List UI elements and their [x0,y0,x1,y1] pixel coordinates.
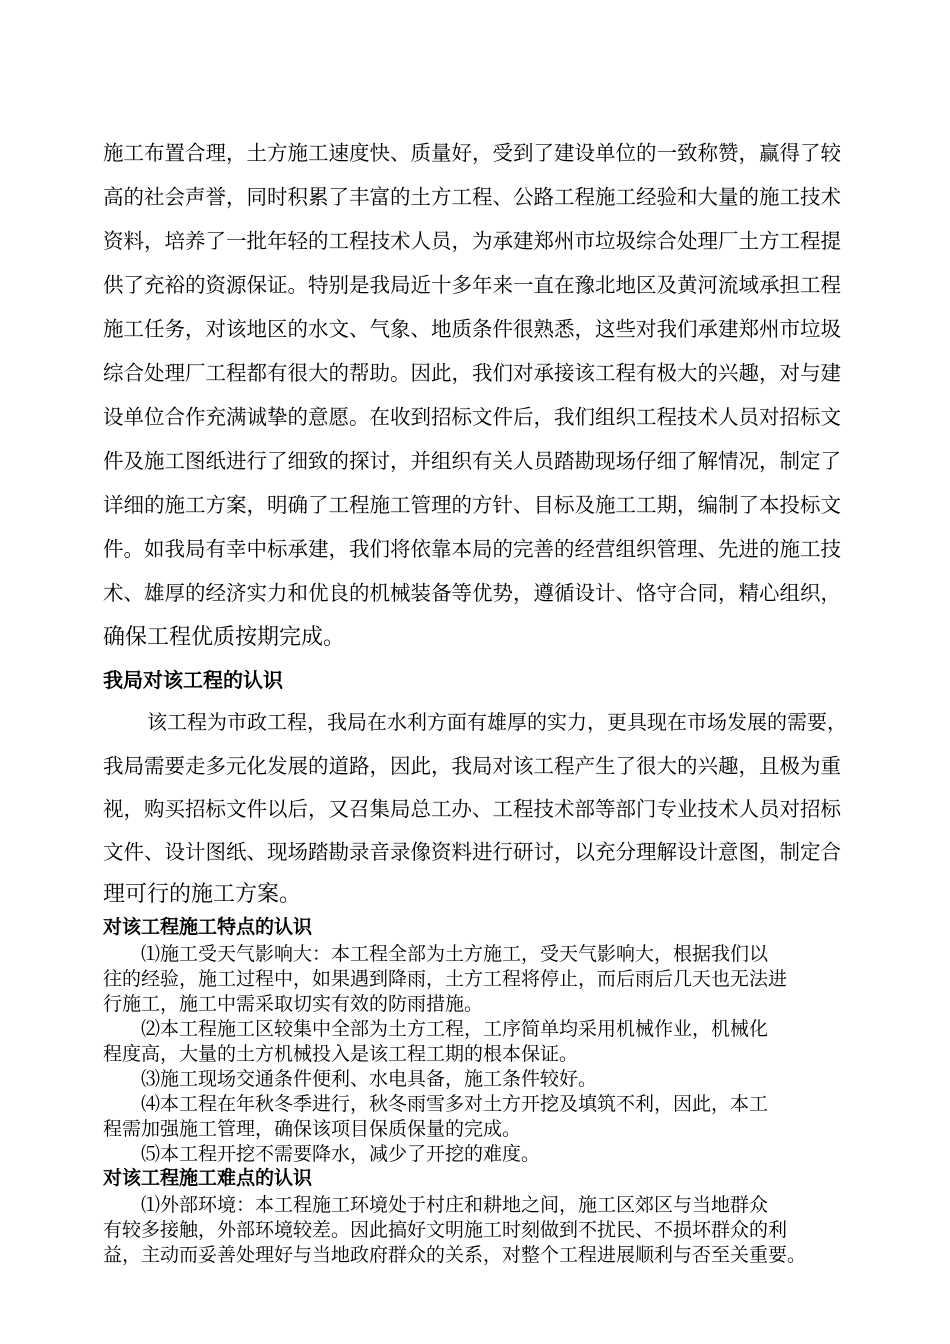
paragraph-1-line-7: 设单位合作充满诚挚的意愿。在收到招标文件后，我们组织工程技术人员对招标文 [103,405,841,429]
feature-4-line-1: ⑷本工程在年秋冬季进行，秋冬雨雪多对土方开挖及填筑不利，因此，本工 [141,1093,769,1115]
feature-1-line-1: ⑴施工受天气影响大：本工程全部为土方施工，受天气影响大，根据我们以 [141,943,769,965]
feature-2-line-1: ⑵本工程施工区较集中全部为土方工程，工序简单均采用机械作业，机械化 [141,1018,769,1040]
difficulty-1-line-2: 有较多接触，外部环境较差。因此搞好文明施工时刻做到不扰民、不损坏群众的利 [103,1219,788,1241]
heading-project-understanding: 我局对该工程的认识 [103,668,283,692]
feature-1-line-2: 往的经验，施工过程中，如果遇到降雨，土方工程将停止，而后雨后几天也无法进 [103,968,788,990]
paragraph-1-line-2: 高的社会声誉，同时积累了丰富的土方工程、公路工程施工经验和大量的施工技术 [103,185,841,209]
paragraph-1-line-12: 确保工程优质按期完成。 [103,625,346,650]
feature-1-line-3: 行施工，施工中需采取切实有效的防雨措施。 [103,993,484,1015]
heading-construction-features: 对该工程施工特点的认识 [103,916,313,938]
heading-construction-difficulties: 对该工程施工难点的认识 [103,1167,313,1189]
paragraph-1-line-1: 施工布置合理，土方施工速度快、质量好，受到了建设单位的一致称赞，赢得了较 [103,141,841,165]
paragraph-1-line-10: 件。如我局有幸中标承建，我们将依靠本局的完善的经营组织管理、先进的施工技 [103,537,841,561]
paragraph-1-line-11: 术、雄厚的经济实力和优良的机械装备等优势，遵循设计、恪守合同，精心组织， [103,581,841,605]
paragraph-1-line-8: 件及施工图纸进行了细致的探讨，并组织有关人员踏勘现场仔细了解情况，制定了 [103,449,841,473]
feature-4-line-2: 程需加强施工管理，确保该项目保质保量的完成。 [103,1118,522,1140]
paragraph-1-line-6: 综合处理厂工程都有很大的帮助。因此，我们对承接该工程有极大的兴趣，对与建 [103,361,841,385]
difficulty-1-line-3: 益，主动而妥善处理好与当地政府群众的关系，对整个工程进展顺利与否至关重要。 [103,1244,807,1266]
paragraph-2-line-5: 理可行的施工方案。 [103,882,302,907]
feature-5-line-1: ⑸本工程开挖不需要降水，减少了开挖的难度。 [141,1143,541,1165]
paragraph-2-line-3: 视，购买招标文件以后，又召集局总工办、工程技术部等部门专业技术人员对招标 [103,797,841,821]
paragraph-1-line-5: 施工任务，对该地区的水文、气象、地质条件很熟悉，这些对我们承建郑州市垃圾 [103,317,841,341]
paragraph-2-line-2: 我局需要走多元化发展的道路，因此，我局对该工程产生了很大的兴趣，且极为重 [103,754,841,778]
paragraph-2-line-4: 文件、设计图纸、现场踏勘录音录像资料进行研讨，以充分理解设计意图，制定合 [103,840,841,864]
paragraph-2-line-1: 该工程为市政工程，我局在水利方面有雄厚的实力，更具现在市场发展的需要， [147,710,847,734]
feature-3-line-1: ⑶施工现场交通条件便利、水电具备，施工条件较好。 [141,1068,598,1090]
paragraph-1-line-9: 详细的施工方案，明确了工程施工管理的方针、目标及施工工期，编制了本投标文 [103,493,841,517]
paragraph-1-line-3: 资料，培养了一批年轻的工程技术人员，为承建郑州市垃圾综合处理厂土方工程提 [103,229,841,253]
difficulty-1-line-1: ⑴外部环境：本工程施工环境处于村庄和耕地之间，施工区郊区与当地群众 [141,1194,769,1216]
paragraph-1-line-4: 供了充裕的资源保证。特别是我局近十多年来一直在豫北地区及黄河流域承担工程 [103,273,841,297]
feature-2-line-2: 程度高，大量的土方机械投入是该工程工期的根本保证。 [103,1043,579,1065]
